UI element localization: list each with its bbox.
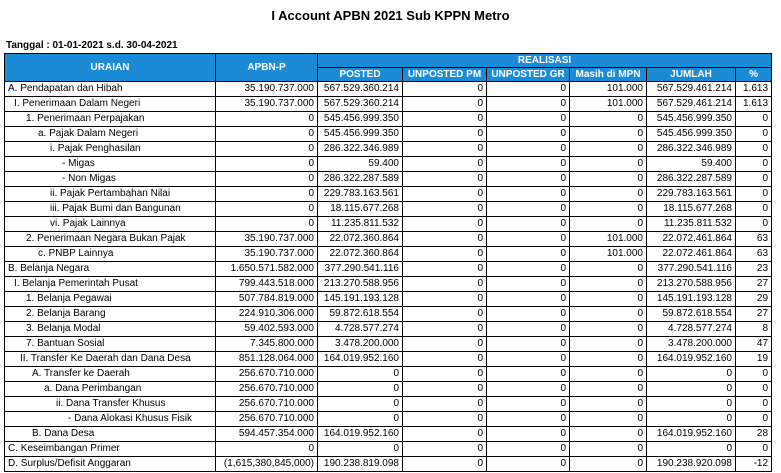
row-label: A. Transfer ke Daerah bbox=[5, 367, 216, 382]
cell-apbnp: 0 bbox=[216, 202, 318, 217]
cell-posted: 0 bbox=[318, 442, 403, 457]
cell-apbnp: 35.190.737.000 bbox=[216, 232, 318, 247]
cell-percent: 0 bbox=[736, 382, 772, 397]
cell-percent: 1.613 bbox=[736, 82, 772, 97]
cell-posted: 22.072.360.864 bbox=[318, 232, 403, 247]
table-row bbox=[5, 232, 772, 247]
cell-posted: 22.072.360.864 bbox=[318, 247, 403, 262]
table-row bbox=[5, 307, 772, 322]
cell-unposted-pm: 0 bbox=[403, 352, 487, 367]
row-label: 2. Penerimaan Negara Bukan Pajak bbox=[5, 232, 216, 247]
cell-masih-mpn: 0 bbox=[570, 292, 647, 307]
cell-unposted-pm: 0 bbox=[403, 262, 487, 277]
cell-percent: 8 bbox=[736, 322, 772, 337]
cell-masih-mpn: 0 bbox=[570, 337, 647, 352]
table-row bbox=[5, 427, 772, 442]
cell-apbnp: 59.402.593.000 bbox=[216, 322, 318, 337]
col-header-posted: POSTED bbox=[318, 68, 403, 82]
cell-unposted-pm: 0 bbox=[403, 202, 487, 217]
cell-unposted-pm: 0 bbox=[403, 337, 487, 352]
cell-percent: 23 bbox=[736, 262, 772, 277]
cell-masih-mpn: 0 bbox=[570, 427, 647, 442]
cell-percent: 47 bbox=[736, 337, 772, 352]
cell-jumlah: 229.783.163.561 bbox=[647, 187, 736, 202]
cell-unposted-gr: 0 bbox=[487, 457, 570, 472]
cell-unposted-gr: 0 bbox=[487, 322, 570, 337]
table-row bbox=[5, 82, 772, 97]
cell-percent: 0 bbox=[736, 112, 772, 127]
col-header-jumlah: JUMLAH bbox=[647, 68, 736, 82]
cell-posted: 567.529.360.214 bbox=[318, 97, 403, 112]
cell-jumlah: 164.019.952.160 bbox=[647, 352, 736, 367]
cell-masih-mpn: 0 bbox=[570, 202, 647, 217]
cell-jumlah: 286.322.287.589 bbox=[647, 172, 736, 187]
row-label: a. Dana Perimbangan bbox=[5, 382, 216, 397]
table-row bbox=[5, 217, 772, 232]
cell-percent: 27 bbox=[736, 277, 772, 292]
cell-unposted-pm: 0 bbox=[403, 307, 487, 322]
row-label: 1. Penerimaan Perpajakan bbox=[5, 112, 216, 127]
cell-jumlah: 22.072.461.864 bbox=[647, 247, 736, 262]
cell-jumlah: 377.290.541.116 bbox=[647, 262, 736, 277]
cell-apbnp: 0 bbox=[216, 442, 318, 457]
cell-unposted-gr: 0 bbox=[487, 262, 570, 277]
cell-apbnp: 0 bbox=[216, 217, 318, 232]
cell-unposted-pm: 0 bbox=[403, 397, 487, 412]
row-label: 2. Belanja Barang bbox=[5, 307, 216, 322]
cell-unposted-pm: 0 bbox=[403, 412, 487, 427]
cell-apbnp: 0 bbox=[216, 142, 318, 157]
cell-unposted-pm: 0 bbox=[403, 127, 487, 142]
table-row bbox=[5, 277, 772, 292]
cell-unposted-pm: 0 bbox=[403, 382, 487, 397]
row-label: C. Keseimbangan Primer bbox=[5, 442, 216, 457]
cell-posted: 0 bbox=[318, 367, 403, 382]
cell-posted: 545.456.999.350 bbox=[318, 127, 403, 142]
col-header-uraian: URAIAN bbox=[5, 54, 216, 82]
cell-unposted-gr: 0 bbox=[487, 352, 570, 367]
cell-percent: 29 bbox=[736, 292, 772, 307]
cell-masih-mpn: 0 bbox=[570, 112, 647, 127]
cell-posted: 0 bbox=[318, 412, 403, 427]
cell-unposted-gr: 0 bbox=[487, 247, 570, 262]
cell-masih-mpn: 0 bbox=[570, 307, 647, 322]
cell-percent: 0 bbox=[736, 217, 772, 232]
table-row bbox=[5, 157, 772, 172]
cell-unposted-gr: 0 bbox=[487, 172, 570, 187]
row-label: B. Belanja Negara bbox=[5, 262, 216, 277]
col-header-apbnp: APBN-P bbox=[216, 54, 318, 82]
table-row bbox=[5, 142, 772, 157]
cell-percent: 0 bbox=[736, 127, 772, 142]
table-row bbox=[5, 127, 772, 142]
cell-masih-mpn: 0 bbox=[570, 157, 647, 172]
cell-posted: 145.191.193.128 bbox=[318, 292, 403, 307]
cell-jumlah: 145.191.193.128 bbox=[647, 292, 736, 307]
cell-unposted-gr: 0 bbox=[487, 127, 570, 142]
cell-unposted-pm: 0 bbox=[403, 157, 487, 172]
cell-masih-mpn: 0 bbox=[570, 217, 647, 232]
table-row bbox=[5, 172, 772, 187]
cell-apbnp: 35.190.737.000 bbox=[216, 97, 318, 112]
cell-posted: 213.270.588.956 bbox=[318, 277, 403, 292]
cell-jumlah: 18.115.677.268 bbox=[647, 202, 736, 217]
table-row bbox=[5, 97, 772, 112]
cell-jumlah: 0 bbox=[647, 412, 736, 427]
cell-posted: 545.456.999.350 bbox=[318, 112, 403, 127]
cell-unposted-pm: 0 bbox=[403, 367, 487, 382]
table-row bbox=[5, 202, 772, 217]
cell-apbnp: 0 bbox=[216, 112, 318, 127]
cell-unposted-pm: 0 bbox=[403, 112, 487, 127]
cell-apbnp: 1.650.571.582.000 bbox=[216, 262, 318, 277]
row-label: vi. Pajak Lainnya bbox=[5, 217, 216, 232]
cell-unposted-pm: 0 bbox=[403, 277, 487, 292]
row-label: ii. Pajak Pertambahan Nilai bbox=[5, 187, 216, 202]
cell-apbnp: 0 bbox=[216, 127, 318, 142]
col-header-percent: % bbox=[736, 68, 772, 82]
cell-percent: 0 bbox=[736, 202, 772, 217]
row-label: - Non Migas bbox=[5, 172, 216, 187]
report-title: I Account APBN 2021 Sub KPPN Metro bbox=[271, 8, 510, 23]
table-row bbox=[5, 337, 772, 352]
cell-unposted-pm: 0 bbox=[403, 322, 487, 337]
cell-unposted-pm: 0 bbox=[403, 142, 487, 157]
cell-percent: 0 bbox=[736, 397, 772, 412]
cell-masih-mpn: 0 bbox=[570, 367, 647, 382]
cell-unposted-pm: 0 bbox=[403, 292, 487, 307]
cell-apbnp: 0 bbox=[216, 187, 318, 202]
cell-posted: 190.238.819.098 bbox=[318, 457, 403, 472]
cell-unposted-pm: 0 bbox=[403, 187, 487, 202]
cell-masih-mpn: 101.000 bbox=[570, 97, 647, 112]
row-label: I. Belanja Pemerintah Pusat bbox=[5, 277, 216, 292]
cell-posted: 286.322.346.989 bbox=[318, 142, 403, 157]
cell-unposted-pm: 0 bbox=[403, 172, 487, 187]
cell-masih-mpn: 0 bbox=[570, 142, 647, 157]
cell-percent: 63 bbox=[736, 232, 772, 247]
cell-masih-mpn: 101.000 bbox=[570, 247, 647, 262]
cell-percent: 0 bbox=[736, 157, 772, 172]
cell-apbnp: 594.457.354.000 bbox=[216, 427, 318, 442]
row-label: 1. Belanja Pegawai bbox=[5, 292, 216, 307]
cell-percent: 19 bbox=[736, 352, 772, 367]
cell-unposted-pm: 0 bbox=[403, 97, 487, 112]
cell-percent: 0 bbox=[736, 172, 772, 187]
cell-masih-mpn: 0 bbox=[570, 382, 647, 397]
cell-percent: 0 bbox=[736, 442, 772, 457]
cell-unposted-gr: 0 bbox=[487, 292, 570, 307]
cell-apbnp: 0 bbox=[216, 157, 318, 172]
cell-apbnp: (1,615,380,845,000) bbox=[216, 457, 318, 472]
report-body bbox=[5, 82, 772, 472]
date-range: Tanggal : 01-01-2021 s.d. 30-04-2021 bbox=[6, 40, 178, 51]
cell-jumlah: 11.235.811.532 bbox=[647, 217, 736, 232]
cell-jumlah: 59.400 bbox=[647, 157, 736, 172]
cell-percent: 1.613 bbox=[736, 97, 772, 112]
cell-masih-mpn: 0 bbox=[570, 397, 647, 412]
table-row bbox=[5, 112, 772, 127]
cell-masih-mpn: 0 bbox=[570, 322, 647, 337]
cell-percent: 28 bbox=[736, 427, 772, 442]
table-row bbox=[5, 322, 772, 337]
cell-unposted-pm: 0 bbox=[403, 442, 487, 457]
cell-posted: 11.235.811.532 bbox=[318, 217, 403, 232]
cell-percent: 0 bbox=[736, 412, 772, 427]
cell-posted: 0 bbox=[318, 382, 403, 397]
col-header-unposted-gr: UNPOSTED GR bbox=[487, 68, 570, 82]
cell-masih-mpn: 0 bbox=[570, 277, 647, 292]
cell-unposted-gr: 0 bbox=[487, 397, 570, 412]
cell-masih-mpn: 0 bbox=[570, 352, 647, 367]
row-label: c. PNBP Lainnya bbox=[5, 247, 216, 262]
table-row bbox=[5, 262, 772, 277]
cell-unposted-pm: 0 bbox=[403, 427, 487, 442]
cell-apbnp: 256.670.710.000 bbox=[216, 412, 318, 427]
table-row bbox=[5, 457, 772, 472]
cell-unposted-gr: 0 bbox=[487, 112, 570, 127]
cell-posted: 286.322.287.589 bbox=[318, 172, 403, 187]
cell-unposted-gr: 0 bbox=[487, 217, 570, 232]
cell-unposted-pm: 0 bbox=[403, 82, 487, 97]
cell-jumlah: 567.529.461.214 bbox=[647, 82, 736, 97]
cell-masih-mpn: 0 bbox=[570, 187, 647, 202]
cell-apbnp: 224.910.306.000 bbox=[216, 307, 318, 322]
cell-jumlah: 213.270.588.956 bbox=[647, 277, 736, 292]
cell-percent: 0 bbox=[736, 187, 772, 202]
cell-posted: 59.872.618.554 bbox=[318, 307, 403, 322]
cell-posted: 567.529.360.214 bbox=[318, 82, 403, 97]
cell-jumlah: 0 bbox=[647, 382, 736, 397]
cell-masih-mpn: 0 bbox=[570, 172, 647, 187]
cell-masih-mpn: 0 bbox=[570, 262, 647, 277]
cell-masih-mpn: 0 bbox=[570, 412, 647, 427]
cell-posted: 377.290.541.116 bbox=[318, 262, 403, 277]
cell-unposted-gr: 0 bbox=[487, 82, 570, 97]
cell-posted: 3.478.200.000 bbox=[318, 337, 403, 352]
row-label: A. Pendapatan dan Hibah bbox=[5, 82, 216, 97]
cell-posted: 0 bbox=[318, 397, 403, 412]
cell-unposted-pm: 0 bbox=[403, 232, 487, 247]
cell-unposted-gr: 0 bbox=[487, 277, 570, 292]
cell-apbnp: 256.670.710.000 bbox=[216, 382, 318, 397]
row-label: D. Surplus/Defisit Anggaran bbox=[5, 457, 216, 472]
cell-jumlah: 0 bbox=[647, 397, 736, 412]
cell-jumlah: 164.019.952.160 bbox=[647, 427, 736, 442]
cell-unposted-gr: 0 bbox=[487, 187, 570, 202]
cell-apbnp: 35.190.737.000 bbox=[216, 82, 318, 97]
cell-unposted-gr: 0 bbox=[487, 382, 570, 397]
table-row bbox=[5, 187, 772, 202]
cell-masih-mpn: 101.000 bbox=[570, 232, 647, 247]
row-label: 7. Bantuan Sosial bbox=[5, 337, 216, 352]
table-row bbox=[5, 397, 772, 412]
cell-unposted-gr: 0 bbox=[487, 157, 570, 172]
cell-jumlah: 3.478.200.000 bbox=[647, 337, 736, 352]
cell-percent: 0 bbox=[736, 142, 772, 157]
cell-unposted-gr: 0 bbox=[487, 97, 570, 112]
cell-unposted-gr: 0 bbox=[487, 427, 570, 442]
cell-apbnp: 7.345.800.000 bbox=[216, 337, 318, 352]
row-label: i. Pajak Penghasilan bbox=[5, 142, 216, 157]
cell-percent: 0 bbox=[736, 367, 772, 382]
cell-masih-mpn: 0 bbox=[570, 127, 647, 142]
cell-unposted-gr: 0 bbox=[487, 202, 570, 217]
table-row bbox=[5, 442, 772, 457]
cell-masih-mpn: 0 bbox=[570, 457, 647, 472]
cell-jumlah: 59.872.618.554 bbox=[647, 307, 736, 322]
cell-jumlah: 22.072.461.864 bbox=[647, 232, 736, 247]
table-row bbox=[5, 412, 772, 427]
cell-unposted-gr: 0 bbox=[487, 412, 570, 427]
row-label: I. Penerimaan Dalam Negeri bbox=[5, 97, 216, 112]
cell-unposted-gr: 0 bbox=[487, 367, 570, 382]
table-row bbox=[5, 382, 772, 397]
cell-apbnp: 256.670.710.000 bbox=[216, 397, 318, 412]
cell-unposted-gr: 0 bbox=[487, 442, 570, 457]
report-table bbox=[4, 53, 772, 472]
row-label: - Migas bbox=[5, 157, 216, 172]
table-row bbox=[5, 367, 772, 382]
cell-unposted-pm: 0 bbox=[403, 457, 487, 472]
table-row bbox=[5, 247, 772, 262]
cell-jumlah: 545.456.999.350 bbox=[647, 112, 736, 127]
cell-unposted-gr: 0 bbox=[487, 232, 570, 247]
col-header-unposted-pm: UNPOSTED PM bbox=[403, 68, 487, 82]
cell-posted: 164.019.952.160 bbox=[318, 352, 403, 367]
cell-jumlah: 190.238.920.098 bbox=[647, 457, 736, 472]
cell-percent: -12 bbox=[736, 457, 772, 472]
cell-posted: 18.115.677.268 bbox=[318, 202, 403, 217]
table-row bbox=[5, 352, 772, 367]
cell-masih-mpn: 101.000 bbox=[570, 82, 647, 97]
row-label: B. Dana Desa bbox=[5, 427, 216, 442]
cell-apbnp: 507.784.819.000 bbox=[216, 292, 318, 307]
table-row bbox=[5, 292, 772, 307]
cell-jumlah: 0 bbox=[647, 442, 736, 457]
cell-posted: 59.400 bbox=[318, 157, 403, 172]
cell-unposted-gr: 0 bbox=[487, 337, 570, 352]
col-header-masih-mpn: Masih di MPN bbox=[570, 68, 647, 82]
cell-apbnp: 0 bbox=[216, 172, 318, 187]
cell-unposted-gr: 0 bbox=[487, 142, 570, 157]
cell-apbnp: 851.128.064.000 bbox=[216, 352, 318, 367]
cell-apbnp: 35.190.737.000 bbox=[216, 247, 318, 262]
cell-jumlah: 567.529.461.214 bbox=[647, 97, 736, 112]
row-label: iii. Pajak Bumi dan Bangunan bbox=[5, 202, 216, 217]
cell-jumlah: 286.322.346.989 bbox=[647, 142, 736, 157]
cell-percent: 27 bbox=[736, 307, 772, 322]
cell-unposted-pm: 0 bbox=[403, 247, 487, 262]
cell-unposted-gr: 0 bbox=[487, 307, 570, 322]
row-label: ii. Dana Transfer Khusus bbox=[5, 397, 216, 412]
col-header-realisasi: REALISASI bbox=[318, 54, 772, 68]
cell-posted: 229.783.163.561 bbox=[318, 187, 403, 202]
cell-posted: 4.728.577.274 bbox=[318, 322, 403, 337]
cell-posted: 164.019.952.160 bbox=[318, 427, 403, 442]
cell-jumlah: 4.728.577.274 bbox=[647, 322, 736, 337]
cell-jumlah: 545.456.999.350 bbox=[647, 127, 736, 142]
row-label: II. Transfer Ke Daerah dan Dana Desa bbox=[5, 352, 216, 367]
row-label: 3. Belanja Modal bbox=[5, 322, 216, 337]
cell-apbnp: 799.443.518.000 bbox=[216, 277, 318, 292]
row-label: a. Pajak Dalam Negeri bbox=[5, 127, 216, 142]
cell-unposted-pm: 0 bbox=[403, 217, 487, 232]
cell-masih-mpn: 0 bbox=[570, 442, 647, 457]
cell-percent: 63 bbox=[736, 247, 772, 262]
row-label: - Dana Alokasi Khusus Fisik bbox=[5, 412, 216, 427]
cell-apbnp: 256.670.710.000 bbox=[216, 367, 318, 382]
cell-jumlah: 0 bbox=[647, 367, 736, 382]
